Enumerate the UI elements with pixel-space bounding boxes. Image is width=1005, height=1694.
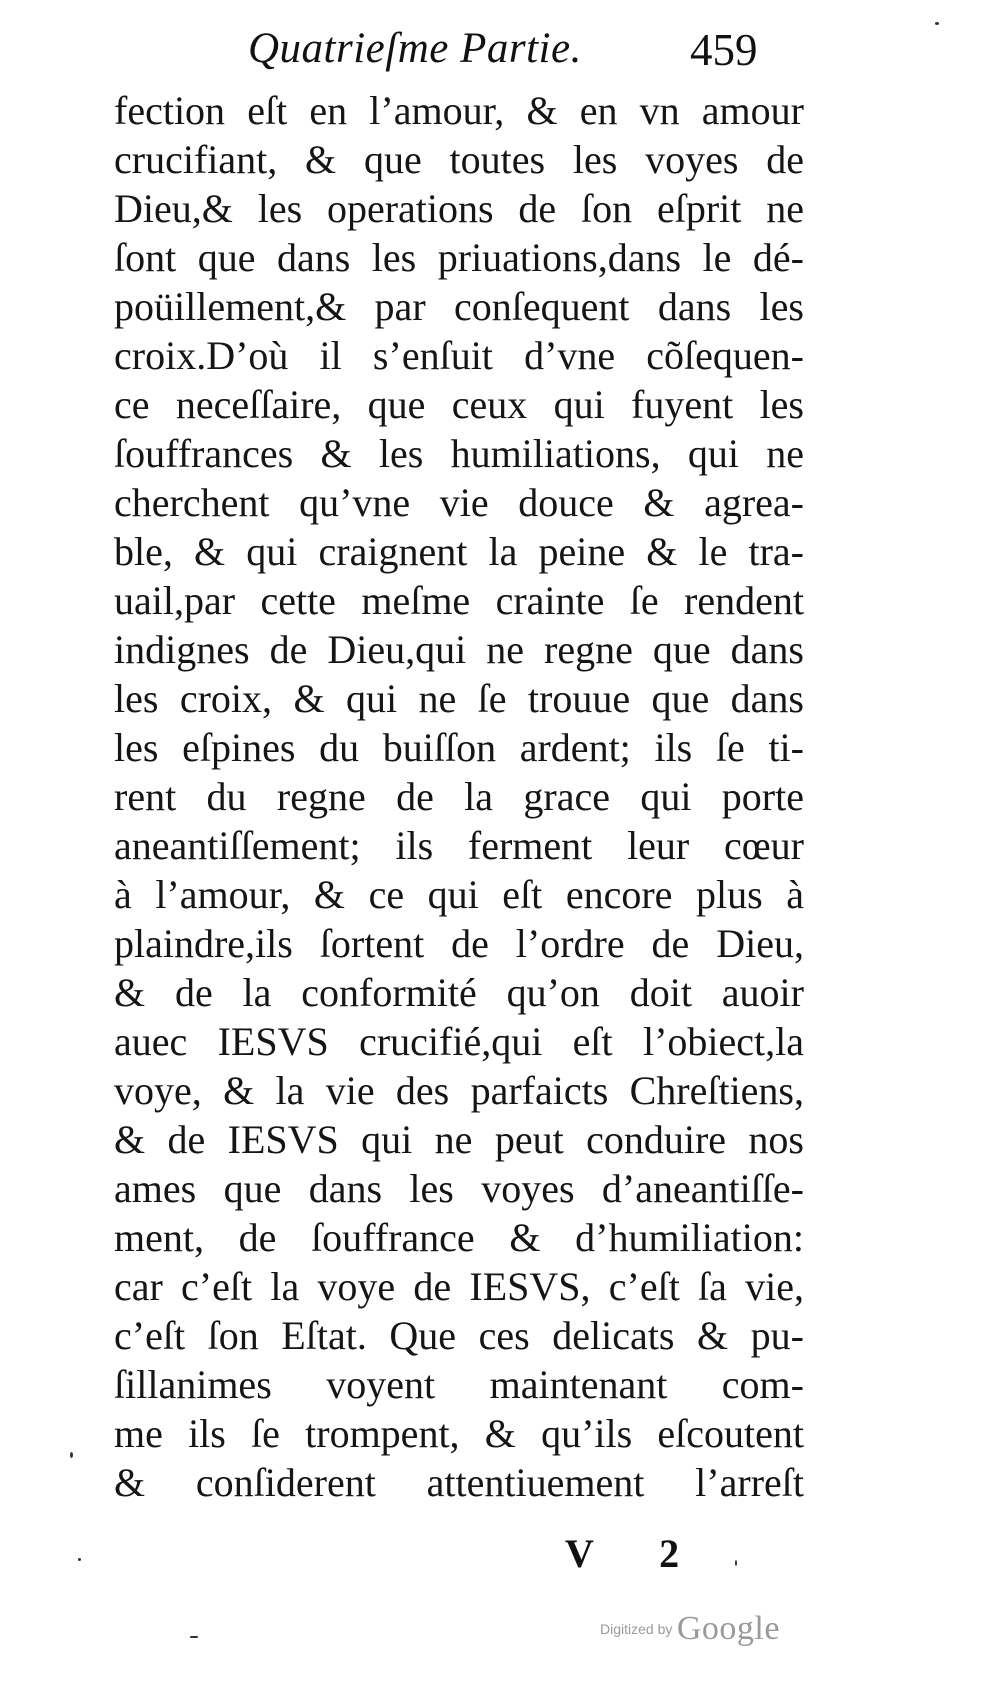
text-line: rent du regne de la grace qui porte: [114, 774, 804, 819]
scan-speck: [78, 1558, 81, 1561]
text-line: ble, & qui craignent la peine & le tra-: [114, 529, 804, 574]
text-line: & de IESVS qui ne peut conduire nos: [114, 1117, 804, 1162]
page-number: 459: [690, 25, 758, 75]
scan-speck: [935, 22, 939, 25]
text-line: les eſpines du buiſſon ardent; ils ſe ti-: [114, 725, 804, 770]
text-line: & de la conformité qu’on doit auoir: [114, 970, 804, 1015]
text-line: les croix, & qui ne ſe trouue que dans: [114, 676, 804, 721]
watermark-brand: Google: [676, 1610, 780, 1647]
digitization-watermark: [600, 1610, 780, 1648]
watermark-prefix: Digitized by: [600, 1621, 673, 1637]
running-title: Quatrieſme Partie.: [248, 25, 582, 72]
text-line: car c’eſt la voye de IESVS, c’eſt ſa vie,: [114, 1264, 804, 1309]
text-line: ſillanimes voyent maintenant com-: [114, 1362, 804, 1407]
signature-mark: V 2: [565, 1531, 708, 1576]
text-line: plaindre,ils ſortent de l’ordre de Dieu,: [114, 921, 804, 966]
text-line: ames que dans les voyes d’aneantiſſe-: [114, 1166, 804, 1211]
text-line: uail,par cette meſme crainte ſe rendent: [114, 578, 804, 623]
text-line: croix.D’où il s’enſuit d’vne cõſequen-: [114, 333, 804, 378]
text-line: indignes de Dieu,qui ne regne que dans: [114, 627, 804, 672]
text-line: poüillement,& par conſequent dans les: [114, 284, 804, 329]
text-line: ment, de ſouffrance & d’humiliation:: [114, 1215, 804, 1260]
text-line: me ils ſe trompent, & qu’ils eſcoutent: [114, 1411, 804, 1456]
scan-speck: [735, 1560, 737, 1566]
text-line: voye, & la vie des parfaicts Chreſtiens,: [114, 1068, 804, 1113]
text-line: crucifiant, & que toutes les voyes de: [114, 137, 804, 182]
text-line: aneantiſſement; ils ferment leur cœur: [114, 823, 804, 868]
text-line: ſouffrances & les humiliations, qui ne: [114, 431, 804, 476]
text-line: c’eſt ſon Eſtat. Que ces delicats & pu-: [114, 1313, 804, 1358]
scan-speck: [70, 1452, 73, 1458]
text-line: ſont que dans les priuations,dans le dé-: [114, 235, 804, 280]
body-text: [114, 86, 804, 1507]
text-line: ce neceſſaire, que ceux qui fuyent les: [114, 382, 804, 427]
scan-speck: [190, 1636, 198, 1638]
text-line: à l’amour, & ce qui eſt encore plus à: [114, 872, 804, 917]
text-line: Dieu,& les operations de ſon eſprit ne: [114, 186, 804, 231]
text-line: cherchent qu’vne vie douce & agrea-: [114, 480, 804, 525]
text-line: & conſiderent attentiuement l’arreſt: [114, 1460, 804, 1505]
text-line: auec IESVS crucifié,qui eſt l’obiect,la: [114, 1019, 804, 1064]
text-line: fection eſt en l’amour, & en vn amour: [114, 88, 804, 133]
